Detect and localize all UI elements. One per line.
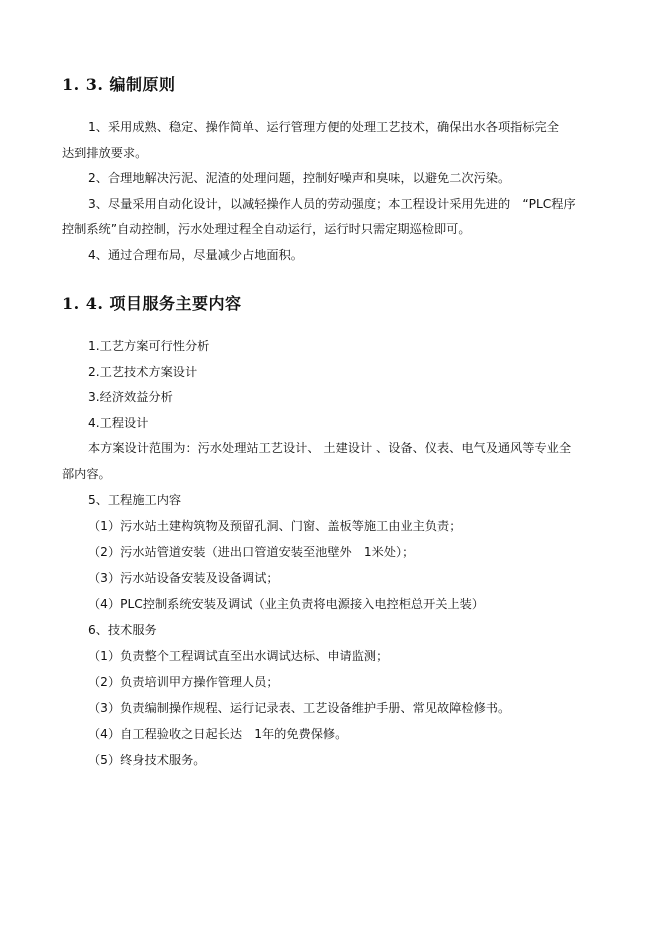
principle-1-line-2: 达到排放要求。 (62, 146, 148, 160)
heading-1-4: 1. 4. 项目服务主要内容 (62, 294, 242, 313)
service-item: （2）负责培训甲方操作管理人员； (88, 675, 279, 689)
service-title: 6、技术服务 (88, 623, 157, 637)
service-item: （1）负责整个工程调试直至出水调试达标、申请监测； (88, 649, 389, 663)
list-item: 3.经济效益分析 (88, 390, 173, 404)
construction-item: （2）污水站管道安装（进出口管道安装至池壁外 1米处）； (88, 545, 415, 559)
principle-2: 2、合理地解决污泥、泥渣的处理问题，控制好噪声和臭味，以避免二次污染。 (88, 171, 511, 185)
principle-3-line-2: 控制系统”自动控制，污水处理过程全自动运行，运行时只需定期巡检即可。 (62, 222, 471, 236)
list-item: 4.工程设计 (88, 416, 149, 430)
principle-4: 4、通过合理布局，尽量减少占地面积。 (88, 248, 303, 262)
service-item: （4）自工程验收之日起长达 1年的免费保修。 (88, 727, 348, 741)
construction-item: （1）污水站土建构筑物及预留孔洞、门窗、盖板等施工由业主负责； (88, 519, 462, 533)
scope-line-2: 部内容。 (62, 467, 111, 481)
principle-3-line-1: 3、尽量采用自动化设计，以减轻操作人员的劳动强度；本工程设计采用先进的 “PLC程序 (88, 197, 576, 211)
list-item: 1.工艺方案可行性分析 (88, 339, 210, 353)
construction-item: （4）PLC控制系统安装及调试（业主负责将电源接入电控柜总开关上装） (88, 597, 485, 611)
service-item: （3）负责编制操作规程、运行记录表、工艺设备维护手册、常见故障检修书。 (88, 701, 511, 715)
principle-1-line-1: 1、采用成熟、稳定、操作简单、运行管理方便的处理工艺技术，确保出水各项指标完全 (88, 120, 559, 134)
scope-line-1: 本方案设计范围为：污水处理站工艺设计、 土建设计 、设备、仪表、电气及通风等专业全 (88, 441, 572, 455)
list-item: 2.工艺技术方案设计 (88, 365, 198, 379)
construction-title: 5、工程施工内容 (88, 493, 182, 507)
construction-item: （3）污水站设备安装及设备调试； (88, 571, 279, 585)
heading-1-3: 1. 3. 编制原则 (62, 75, 176, 94)
service-item: （5）终身技术服务。 (88, 753, 206, 767)
